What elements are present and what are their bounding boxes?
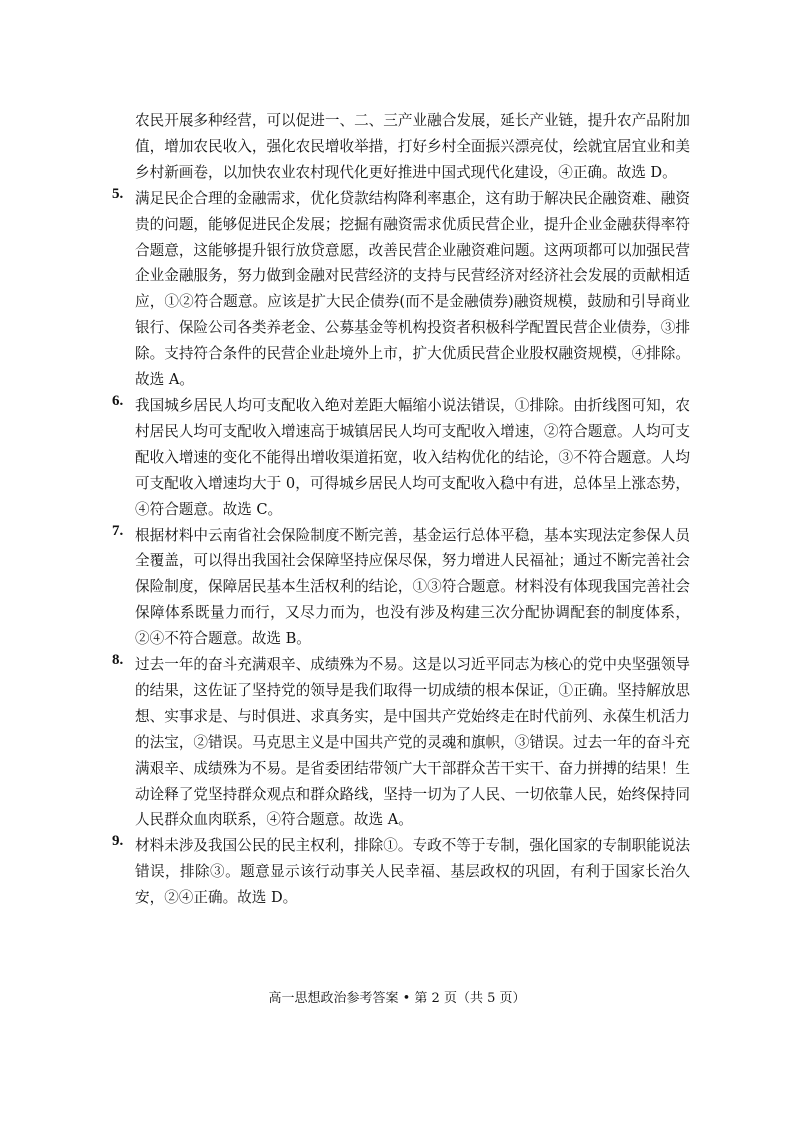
answer-item-8 — [112, 652, 690, 833]
answer-item-7 — [112, 523, 690, 653]
answer-content — [112, 108, 690, 911]
item-text: 过去一年的奋斗充满艰辛、成绩殊为不易。这是以习近平同志为核心的党中央坚强领导的结果，这佐证了坚持党的领导是我们取得一切成绩的根本保证，①正确。坚持解放思想、实事求是、与时俱进、求真务实，是中国共产党始终走在时代前列、永葆生机活力的法宝，②错误。马克思主义是中国共产党的灵魂和旗帜，③错误。过去一年的奋斗充满艰辛、成绩殊为不易。是省委团结带领广大干部群众苦干实干、奋力拼搏的结果！生动诠释了党坚持群众观点和群众路线，坚持一切为了人民、一切依靠人民，始终保持同人民群众血肉联系，④符合题意。故选 A。 — [135, 656, 690, 829]
page-footer: 高一思想政治参考答案 • 第 2 页（共 5 页） — [268, 991, 526, 1006]
answer-item-6 — [112, 393, 690, 523]
item-text: 材料未涉及我国公民的民主权利，排除①。专政不等于专制，强化国家的专制职能说法错误，排除③。题意显示该行动事关人民幸福、基层政权的巩固，有利于国家长治久安，②④正确。故选 D。 — [135, 837, 690, 907]
item-number: 9. — [112, 833, 124, 850]
answer-item-5 — [112, 186, 690, 393]
item-text: 根据材料中云南省社会保险制度不断完善，基金运行总体平稳，基本实现法定参保人员全覆盖，可以得出我国社会保障坚持应保尽保，努力增进人民福祉；通过不断完善社会保险制度，保障居民基本生活权利的结论，①③符合题意。材料没有体现我国完善社会保障体系既量力而行，又尽力而为，也没有涉及构建三次分配协调配套的制度体系，②④不符合题意。故选 B。 — [135, 526, 690, 648]
item-number: 7. — [112, 522, 124, 539]
item-number: 8. — [112, 652, 124, 669]
continuation-paragraph: 农民开展多种经营，可以促进一、二、三产业融合发展，延长产业链，提升农产品附加值，增加农民收入，强化农民增收举措，打好乡村全面振兴漂亮仗，绘就宜居宜业和美乡村新画卷，以加快农业农村现代化更好推进中国式现代化建设，④正确。故选 D。 — [135, 112, 690, 181]
item-number: 5. — [112, 185, 124, 202]
item-text: 满足民企合理的金融需求，优化贷款结构降利率惠企，这有助于解决民企融资难、融资贵的问题，能够促进民企发展；挖掘有融资需求优质民营企业，提升企业金融获得率符合题意，这能够提升银行放贷意愿，改善民营企业融资难问题。这两项都可以加强民营企业金融服务，努力做到金融对民营经济的支持与民营经济对经济社会发展的贡献相适应，①②符合题意。应该是扩大民企债券(而不是金融债券)融资规模，鼓励和引导商业银行、保险公司各类养老金、公募基金等机构投资者积极科学配置民营企业债券，③排除。支持符合条件的民营企业赴境外上市，扩大优质民营企业股权融资规模，④排除。故选 A。 — [135, 189, 690, 389]
answer-item-9 — [112, 833, 690, 911]
item-number: 6. — [112, 392, 124, 409]
item-text: 我国城乡居民人均可支配收入绝对差距大幅缩小说法错误，①排除。由折线图可知，农村居民人均可支配收入增速高于城镇居民人均可支配收入增速，②符合题意。人均可支配收入增速的变化不能得出增收渠道拓宽，收入结构优化的结论，③不符合题意。人均可支配收入增速均大于 0，可得城乡居民人均可支配收入稳中有进，总体呈上涨态势，④符合题意。故选 C。 — [135, 396, 690, 518]
